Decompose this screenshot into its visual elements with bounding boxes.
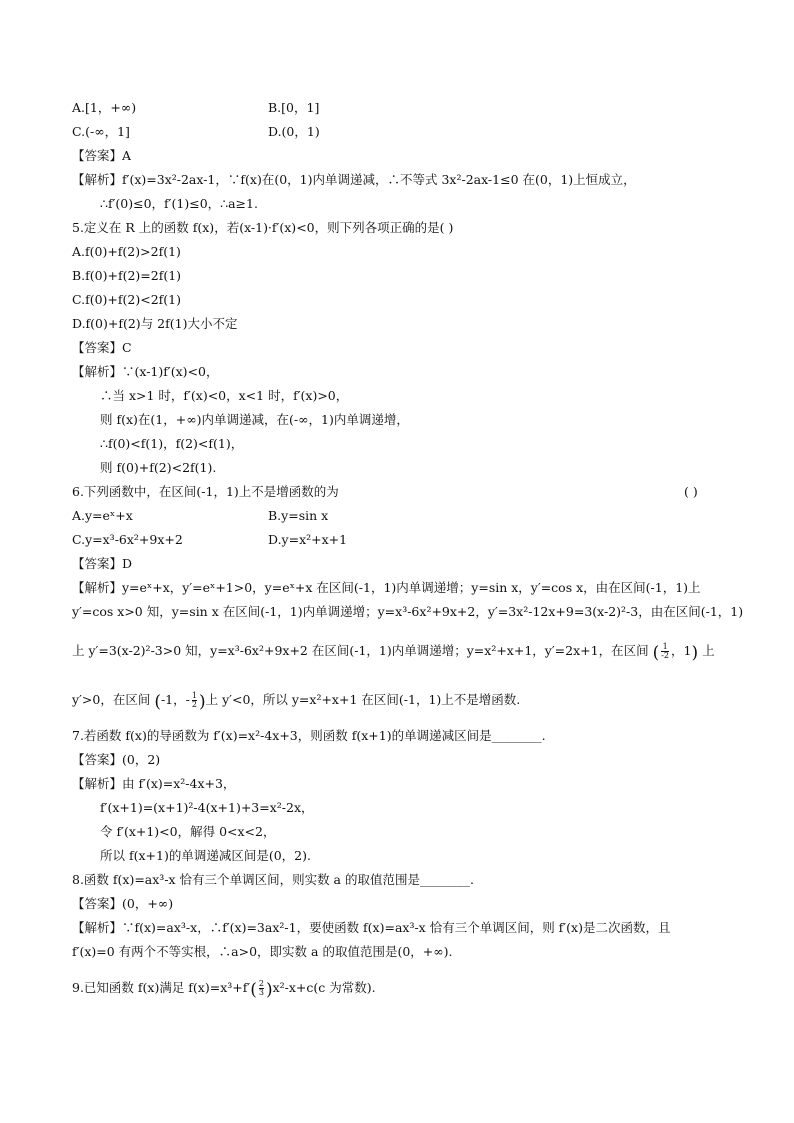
- q6-answer: 【答案】D: [72, 556, 133, 571]
- q7-explanation-1: 【解析】由 f′(x)=x²-4x+3，: [72, 776, 236, 791]
- q4-option-b: B.[0，1]: [268, 100, 320, 115]
- q6-explanation-1: 【解析】y=eˣ+x，y′=eˣ+1>0，y=eˣ+x 在区间(-1，1)内单调递增；y=sin x，y′=cos x，由在区间(-1，1)上: [72, 580, 701, 595]
- q6-stem: 6.下列函数中，在区间(-1，1)上不是增函数的为: [72, 484, 339, 499]
- q5-explanation-1: 【解析】∵(x-1)f′(x)<0，: [72, 364, 219, 379]
- q6-options-row2: [72, 532, 348, 548]
- q4-options-row2: [72, 124, 320, 140]
- q9-stem-head: 9.已知函数 f(x)满足 f(x)=x³+f′: [72, 980, 251, 995]
- fraction-numerator: 1: [662, 642, 668, 651]
- q7-explanation-4: 所以 f(x+1)的单调递减区间是(0，2).: [100, 848, 311, 863]
- fraction-denominator: 3: [258, 988, 264, 997]
- fraction-two-thirds: [259, 980, 264, 997]
- q7-answer: 【答案】(0，2): [72, 752, 161, 767]
- q6-option-a: A.y=eˣ+x: [72, 508, 133, 523]
- q4-option-c: C.(-∞，1]: [72, 124, 130, 139]
- fraction-half: [192, 692, 197, 709]
- q6-explanation-3-text: 上 y′=3(x-2)²-3>0 知，y=x³-6x²+9x+2 在区间(-1，1)内单调递增；y=x²+x+1，y′=2x+1，在区间: [72, 643, 649, 658]
- q8-answer: 【答案】(0，+∞): [72, 896, 174, 911]
- q6-explanation-3: [72, 643, 715, 661]
- fraction-denominator: -2: [661, 651, 670, 660]
- q8-explanation-2: f′(x)=0 有两个不等实根，∴a>0，即实数 a 的取值范围是(0，+∞).: [72, 944, 453, 959]
- fraction-numerator: 1: [191, 691, 197, 700]
- interval-tail: ，1: [671, 643, 692, 658]
- q4-explanation-1: 【解析】f′(x)=3x²-2ax-1，∵f(x)在(0，1)内单调递减，∴不等式 3x²-2ax-1≤0 在(0，1)上恒成立，: [72, 172, 636, 187]
- interval-head: -1，-: [160, 692, 190, 707]
- q6-explanation-2: y′=cos x>0 知，y=sin x 在区间(-1，1)内单调递增；y=x³-6x²+9x+2，y′=3x²-12x+9=3(x-2)²-3，由在区间(-1，1): [72, 604, 744, 619]
- q6-explanation-4-tail: 上 y′<0，所以 y=x²+x+1 在区间(-1，1)上不是增函数.: [205, 692, 521, 707]
- fraction-neg-half: [661, 643, 669, 660]
- q4-answer: 【答案】A: [72, 148, 132, 163]
- q5-option-c: C.f(0)+f(2)<2f(1): [72, 292, 181, 307]
- q9-stem-tail: x²-x+c(c 为常数).: [272, 980, 376, 995]
- q4-option-a: A.[1，+∞): [72, 100, 137, 115]
- q5-explanation-2: ∴当 x>1 时，f′(x)<0，x<1 时，f′(x)>0，: [100, 388, 349, 403]
- q6-explanation-4-head: y′>0，在区间: [72, 692, 151, 707]
- q5-explanation-3: 则 f(x)在(1，+∞)内单调递减，在(-∞，1)内单调递增，: [100, 412, 409, 427]
- q6-option-b: B.y=sin x: [268, 508, 329, 523]
- q7-explanation-2: f′(x+1)=(x+1)²-4(x+1)+3=x²-2x，: [100, 800, 314, 815]
- fraction-numerator: 2: [258, 979, 264, 988]
- open-paren: (: [652, 643, 660, 663]
- q8-stem: 8.函数 f(x)=ax³-x 恰有三个单调区间，则实数 a 的取值范围是________.: [72, 872, 474, 887]
- fraction-denominator: 2: [191, 700, 197, 709]
- q5-explanation-4: ∴f(0)<f(1)，f(2)<f(1)，: [100, 436, 244, 451]
- open-paren: (: [154, 692, 161, 712]
- q6-explanation-4: [72, 692, 520, 710]
- q5-option-d: D.f(0)+f(2)与 2f(1)大小不定: [72, 316, 238, 331]
- q4-options-row1: [72, 100, 320, 116]
- q5-option-a: A.f(0)+f(2)>2f(1): [72, 244, 181, 259]
- q5-stem: 5.定义在 R 上的函数 f(x)，若(x-1)·f′(x)<0，则下列各项正确的是( ): [72, 220, 454, 235]
- q5-option-b: B.f(0)+f(2)=2f(1): [72, 268, 182, 283]
- close-paren: ): [691, 643, 699, 663]
- q6-answer-paren: ( ): [684, 484, 698, 499]
- q9-stem: [72, 980, 376, 998]
- q5-answer: 【答案】C: [72, 340, 132, 355]
- close-paren: ): [198, 692, 206, 712]
- open-paren: (: [250, 980, 257, 1000]
- close-paren: ): [265, 980, 273, 1000]
- q7-stem: 7.若函数 f(x)的导函数为 f′(x)=x²-4x+3，则函数 f(x+1)的单调递减区间是________.: [72, 728, 546, 743]
- q6-options-row1: [72, 508, 329, 524]
- q6-explanation-3-end: 上: [702, 643, 715, 658]
- q7-explanation-3: 令 f′(x+1)<0，解得 0<x<2，: [100, 824, 276, 839]
- q6-option-c: C.y=x³-6x²+9x+2: [72, 532, 183, 547]
- q6-option-d: D.y=x²+x+1: [268, 532, 348, 547]
- q4-explanation-2: ∴f′(0)≤0，f′(1)≤0，∴a≥1.: [100, 196, 258, 211]
- q5-explanation-5: 则 f(0)+f(2)<2f(1).: [100, 460, 217, 475]
- q8-explanation-1: 【解析】∵f(x)=ax³-x，∴f′(x)=3ax²-1，要使函数 f(x)=ax³-x 恰有三个单调区间，则 f′(x)是二次函数，且: [72, 920, 671, 935]
- q4-option-d: D.(0，1): [268, 124, 320, 139]
